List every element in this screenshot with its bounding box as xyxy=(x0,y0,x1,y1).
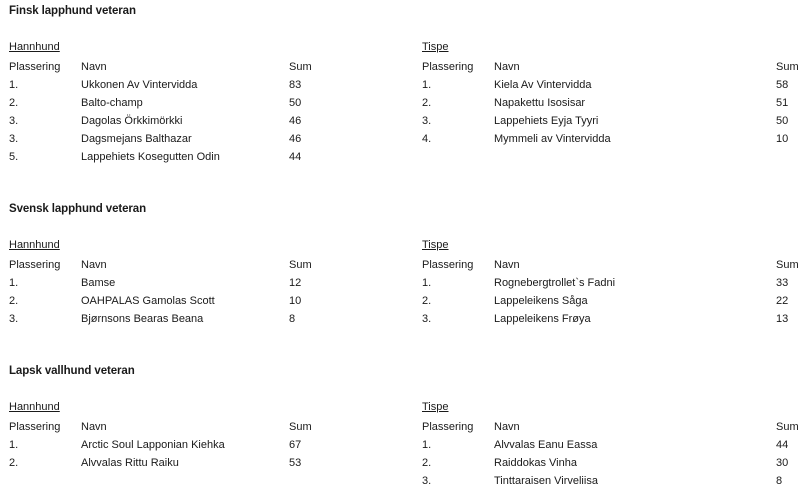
row-name: Lappeleikens Frøya xyxy=(494,313,591,325)
row-name: Arctic Soul Lapponian Kiehka xyxy=(81,439,225,451)
row-placement: 1. xyxy=(9,79,19,91)
row-sum: 8 xyxy=(289,313,296,325)
row-placement: 2. xyxy=(422,295,432,307)
row-placement: 3. xyxy=(9,133,19,145)
row-placement: 2. xyxy=(9,457,19,469)
row-sum: 33 xyxy=(776,277,789,289)
row-sum: 83 xyxy=(289,79,302,91)
row-placement: 3. xyxy=(9,313,19,325)
row-name: Bjørnsons Bearas Beana xyxy=(81,313,204,325)
row-placement: 5. xyxy=(9,151,19,163)
header-placement: Plassering xyxy=(9,259,61,271)
group-label: Tispe xyxy=(422,239,449,251)
section-title: Svensk lapphund veteran xyxy=(9,203,147,215)
header-name: Navn xyxy=(81,421,107,433)
group-label: Tispe xyxy=(422,41,449,53)
row-name: Napakettu Isosisar xyxy=(494,97,586,109)
row-name: Rognebergtrollet`s Fadni xyxy=(494,277,616,289)
row-name: Alvvalas Rittu Raiku xyxy=(81,457,179,469)
row-sum: 22 xyxy=(776,295,789,307)
row-sum: 8 xyxy=(776,475,783,487)
row-name: Tinttaraisen Virveliisa xyxy=(494,475,598,487)
header-sum: Sum xyxy=(776,61,799,73)
section-title: Finsk lapphund veteran xyxy=(9,5,136,17)
row-name: Lappehiets Eyja Tyyri xyxy=(494,115,599,127)
row-placement: 2. xyxy=(9,295,19,307)
row-name: Bamse xyxy=(81,277,116,289)
row-sum: 51 xyxy=(776,97,789,109)
header-name: Navn xyxy=(81,61,107,73)
row-placement: 1. xyxy=(422,79,432,91)
row-placement: 1. xyxy=(422,277,432,289)
row-placement: 1. xyxy=(9,277,19,289)
row-name: Dagolas Örkkimörkki xyxy=(81,115,183,127)
header-name: Navn xyxy=(494,61,520,73)
header-sum: Sum xyxy=(776,259,799,271)
header-placement: Plassering xyxy=(9,61,61,73)
row-sum: 44 xyxy=(776,439,789,451)
group-label: Hannhund xyxy=(9,41,60,53)
row-placement: 1. xyxy=(9,439,19,451)
row-name: Balto-champ xyxy=(81,97,143,109)
row-placement: 2. xyxy=(9,97,19,109)
row-name: Lappeleikens Såga xyxy=(494,295,588,307)
row-placement: 2. xyxy=(422,457,432,469)
row-placement: 3. xyxy=(9,115,19,127)
row-sum: 10 xyxy=(289,295,302,307)
row-name: Mymmeli av Vintervidda xyxy=(494,133,611,145)
group-label: Tispe xyxy=(422,401,449,413)
row-sum: 30 xyxy=(776,457,789,469)
header-sum: Sum xyxy=(289,61,312,73)
row-name: Kiela Av Vintervidda xyxy=(494,79,592,91)
header-placement: Plassering xyxy=(422,259,474,271)
row-name: Alvvalas Eanu Eassa xyxy=(494,439,598,451)
row-sum: 44 xyxy=(289,151,302,163)
header-placement: Plassering xyxy=(422,61,474,73)
row-placement: 4. xyxy=(422,133,432,145)
row-sum: 58 xyxy=(776,79,789,91)
header-name: Navn xyxy=(81,259,107,271)
row-sum: 13 xyxy=(776,313,789,325)
row-placement: 3. xyxy=(422,313,432,325)
row-sum: 67 xyxy=(289,439,302,451)
header-sum: Sum xyxy=(289,421,312,433)
row-name: Ukkonen Av Vintervidda xyxy=(81,79,198,91)
section-title: Lapsk vallhund veteran xyxy=(9,365,135,377)
row-placement: 3. xyxy=(422,475,432,487)
row-sum: 10 xyxy=(776,133,789,145)
group-label: Hannhund xyxy=(9,239,60,251)
row-sum: 46 xyxy=(289,133,302,145)
row-placement: 1. xyxy=(422,439,432,451)
row-sum: 12 xyxy=(289,277,302,289)
header-sum: Sum xyxy=(289,259,312,271)
row-sum: 53 xyxy=(289,457,302,469)
row-placement: 2. xyxy=(422,97,432,109)
group-label: Hannhund xyxy=(9,401,60,413)
row-sum: 50 xyxy=(289,97,302,109)
header-name: Navn xyxy=(494,421,520,433)
header-placement: Plassering xyxy=(422,421,474,433)
header-sum: Sum xyxy=(776,421,799,433)
row-name: OAHPALAS Gamolas Scott xyxy=(81,295,215,307)
row-sum: 46 xyxy=(289,115,302,127)
row-placement: 3. xyxy=(422,115,432,127)
row-sum: 50 xyxy=(776,115,789,127)
header-name: Navn xyxy=(494,259,520,271)
row-name: Raiddokas Vinha xyxy=(494,457,577,469)
header-placement: Plassering xyxy=(9,421,61,433)
row-name: Lappehiets Kosegutten Odin xyxy=(81,151,220,163)
row-name: Dagsmejans Balthazar xyxy=(81,133,192,145)
